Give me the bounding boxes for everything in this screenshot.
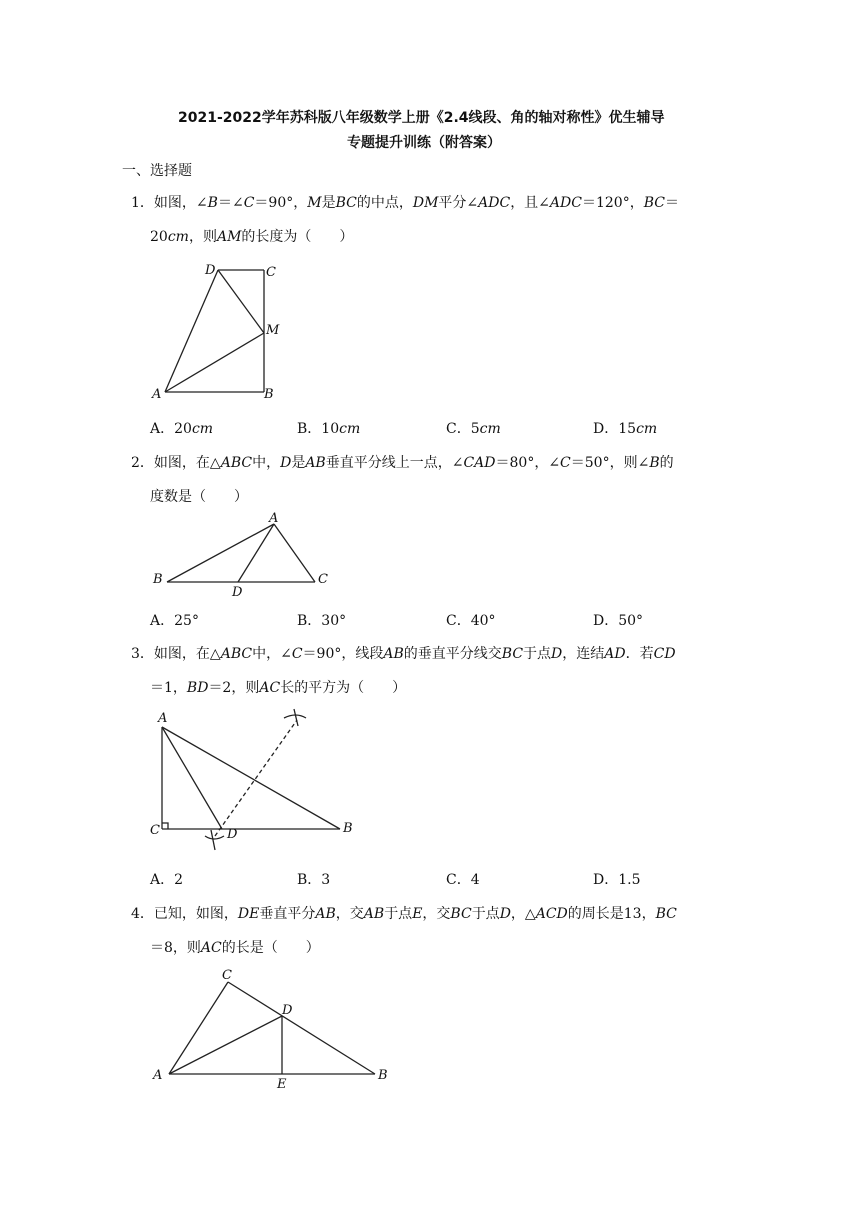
question-4-line-1: 4．已知，如图，DE垂直平分AB，交AB于点E，交BC于点D，△ACD的周长是13，BC [131,906,677,922]
q3-option-c[interactable]: C．4 [446,872,480,888]
document-title: 2021-2022学年苏科版八年级数学上册《2.4线段、角的轴对称性》优生辅导 [178,110,665,126]
q1-option-b[interactable]: B．10cm [297,421,361,437]
q3-option-a[interactable]: A．2 [150,872,184,888]
q2-label-d: D [232,585,243,600]
q3-label-b: B [343,821,353,836]
q2-option-d[interactable]: D．50° [593,613,644,629]
q1-label-m: M [266,323,280,338]
q3-label-c: C [150,823,160,838]
q2-option-c[interactable]: C．40° [446,613,496,629]
question-1-line-2: 20cm，则AM的长度为（ ） [150,229,354,245]
question-3-line-1: 3．如图，在△ABC中，∠C＝90°，线段AB的垂直平分线交BC于点D，连结AD．若CD [131,646,676,662]
q2-label-b: B [153,572,163,587]
q1-label-d: D [205,263,216,278]
q3-option-b[interactable]: B．3 [297,872,331,888]
q1-option-d[interactable]: D．15cm [593,421,658,437]
q3-label-d: D [227,827,238,842]
q2-option-b[interactable]: B．30° [297,613,347,629]
q1-label-b: B [264,387,274,402]
q4-label-e: E [277,1077,287,1092]
q2-label-a: A [269,511,279,526]
q1-label-a: A [152,387,162,402]
question-3-line-2: ＝1，BD＝2，则AC长的平方为（ ） [150,680,407,696]
q4-label-c: C [222,968,232,983]
q3-option-d[interactable]: D．1.5 [593,872,641,888]
question-1-line-1: 1．如图，∠B＝∠C＝90°，M是BC的中点，DM平分∠ADC，且∠ADC＝120°，BC＝ [131,195,679,211]
question-2-line-2: 度数是（ ） [150,489,248,505]
question-2-line-1: 2．如图，在△ABC中，D是AB垂直平分线上一点，∠CAD＝80°，∠C＝50°，则∠B的 [131,455,674,471]
q2-label-c: C [318,572,328,587]
section-heading: 一、选择题 [122,163,192,179]
q1-label-c: C [266,265,276,280]
q4-label-b: B [378,1068,388,1083]
q1-option-c[interactable]: C．5cm [446,421,501,437]
question-4-line-2: ＝8，则AC的长是（ ） [150,940,320,956]
q4-label-a: A [153,1068,163,1083]
q3-label-a: A [158,711,168,726]
q4-label-d: D [282,1003,293,1018]
document-subtitle: 专题提升训练（附答案） [347,135,501,151]
q2-option-a[interactable]: A．25° [150,613,199,629]
q1-option-a[interactable]: A．20cm [150,421,214,437]
